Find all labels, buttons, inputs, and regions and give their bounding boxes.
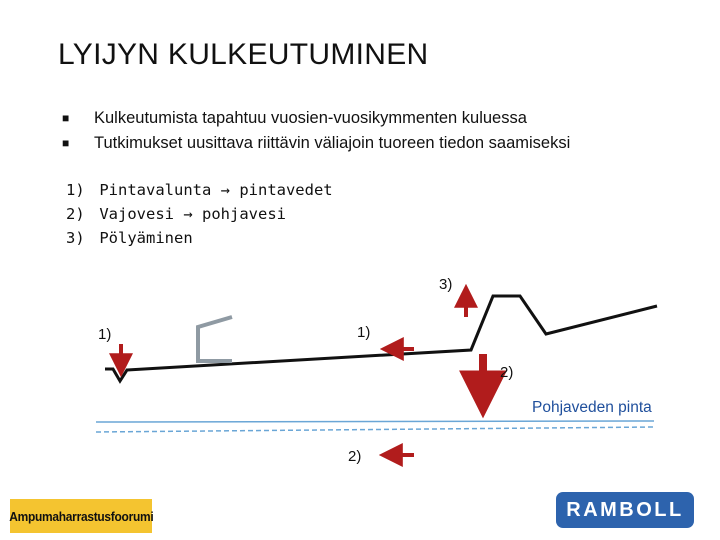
groundwater-flow-label: 2) xyxy=(348,448,362,465)
ampumaharrastusfoorumi-logo: Ampumaharrastusfoorumi xyxy=(10,499,152,533)
numbered-item: 3) Pölyäminen xyxy=(66,229,193,247)
runoff-label-left: 1) xyxy=(98,326,112,343)
groundwater-level-line xyxy=(96,421,654,422)
page-title: LYIJYN KULKEUTUMINEN xyxy=(58,38,429,71)
groundwater-level-label: Pohjaveden pinta xyxy=(532,399,652,416)
seepage-label: 2) xyxy=(500,364,514,381)
bullet-item: ■ Kulkeutumista tapahtuu vuosien-vuosikymmenten kuluessa xyxy=(62,106,570,131)
square-bullet-icon: ■ xyxy=(62,111,70,125)
groundwater-level-dashed-line xyxy=(96,427,654,432)
runoff-label-right: 1) xyxy=(357,324,371,341)
bullet-item: ■ Tutkimukset uusittava riittävin väliajoin tuoreen tiedon saamiseksi xyxy=(62,131,570,156)
ramboll-logo: RAMBOLL xyxy=(556,492,694,528)
numbered-item: 2) Vajovesi → pohjavesi xyxy=(66,205,286,223)
numbered-item: 1) Pintavalunta → pintavedet xyxy=(66,181,333,199)
square-bullet-icon: ■ xyxy=(62,136,70,150)
dust-label: 3) xyxy=(439,276,453,293)
ground-surface-line xyxy=(105,296,657,381)
berm-shape xyxy=(198,317,232,361)
